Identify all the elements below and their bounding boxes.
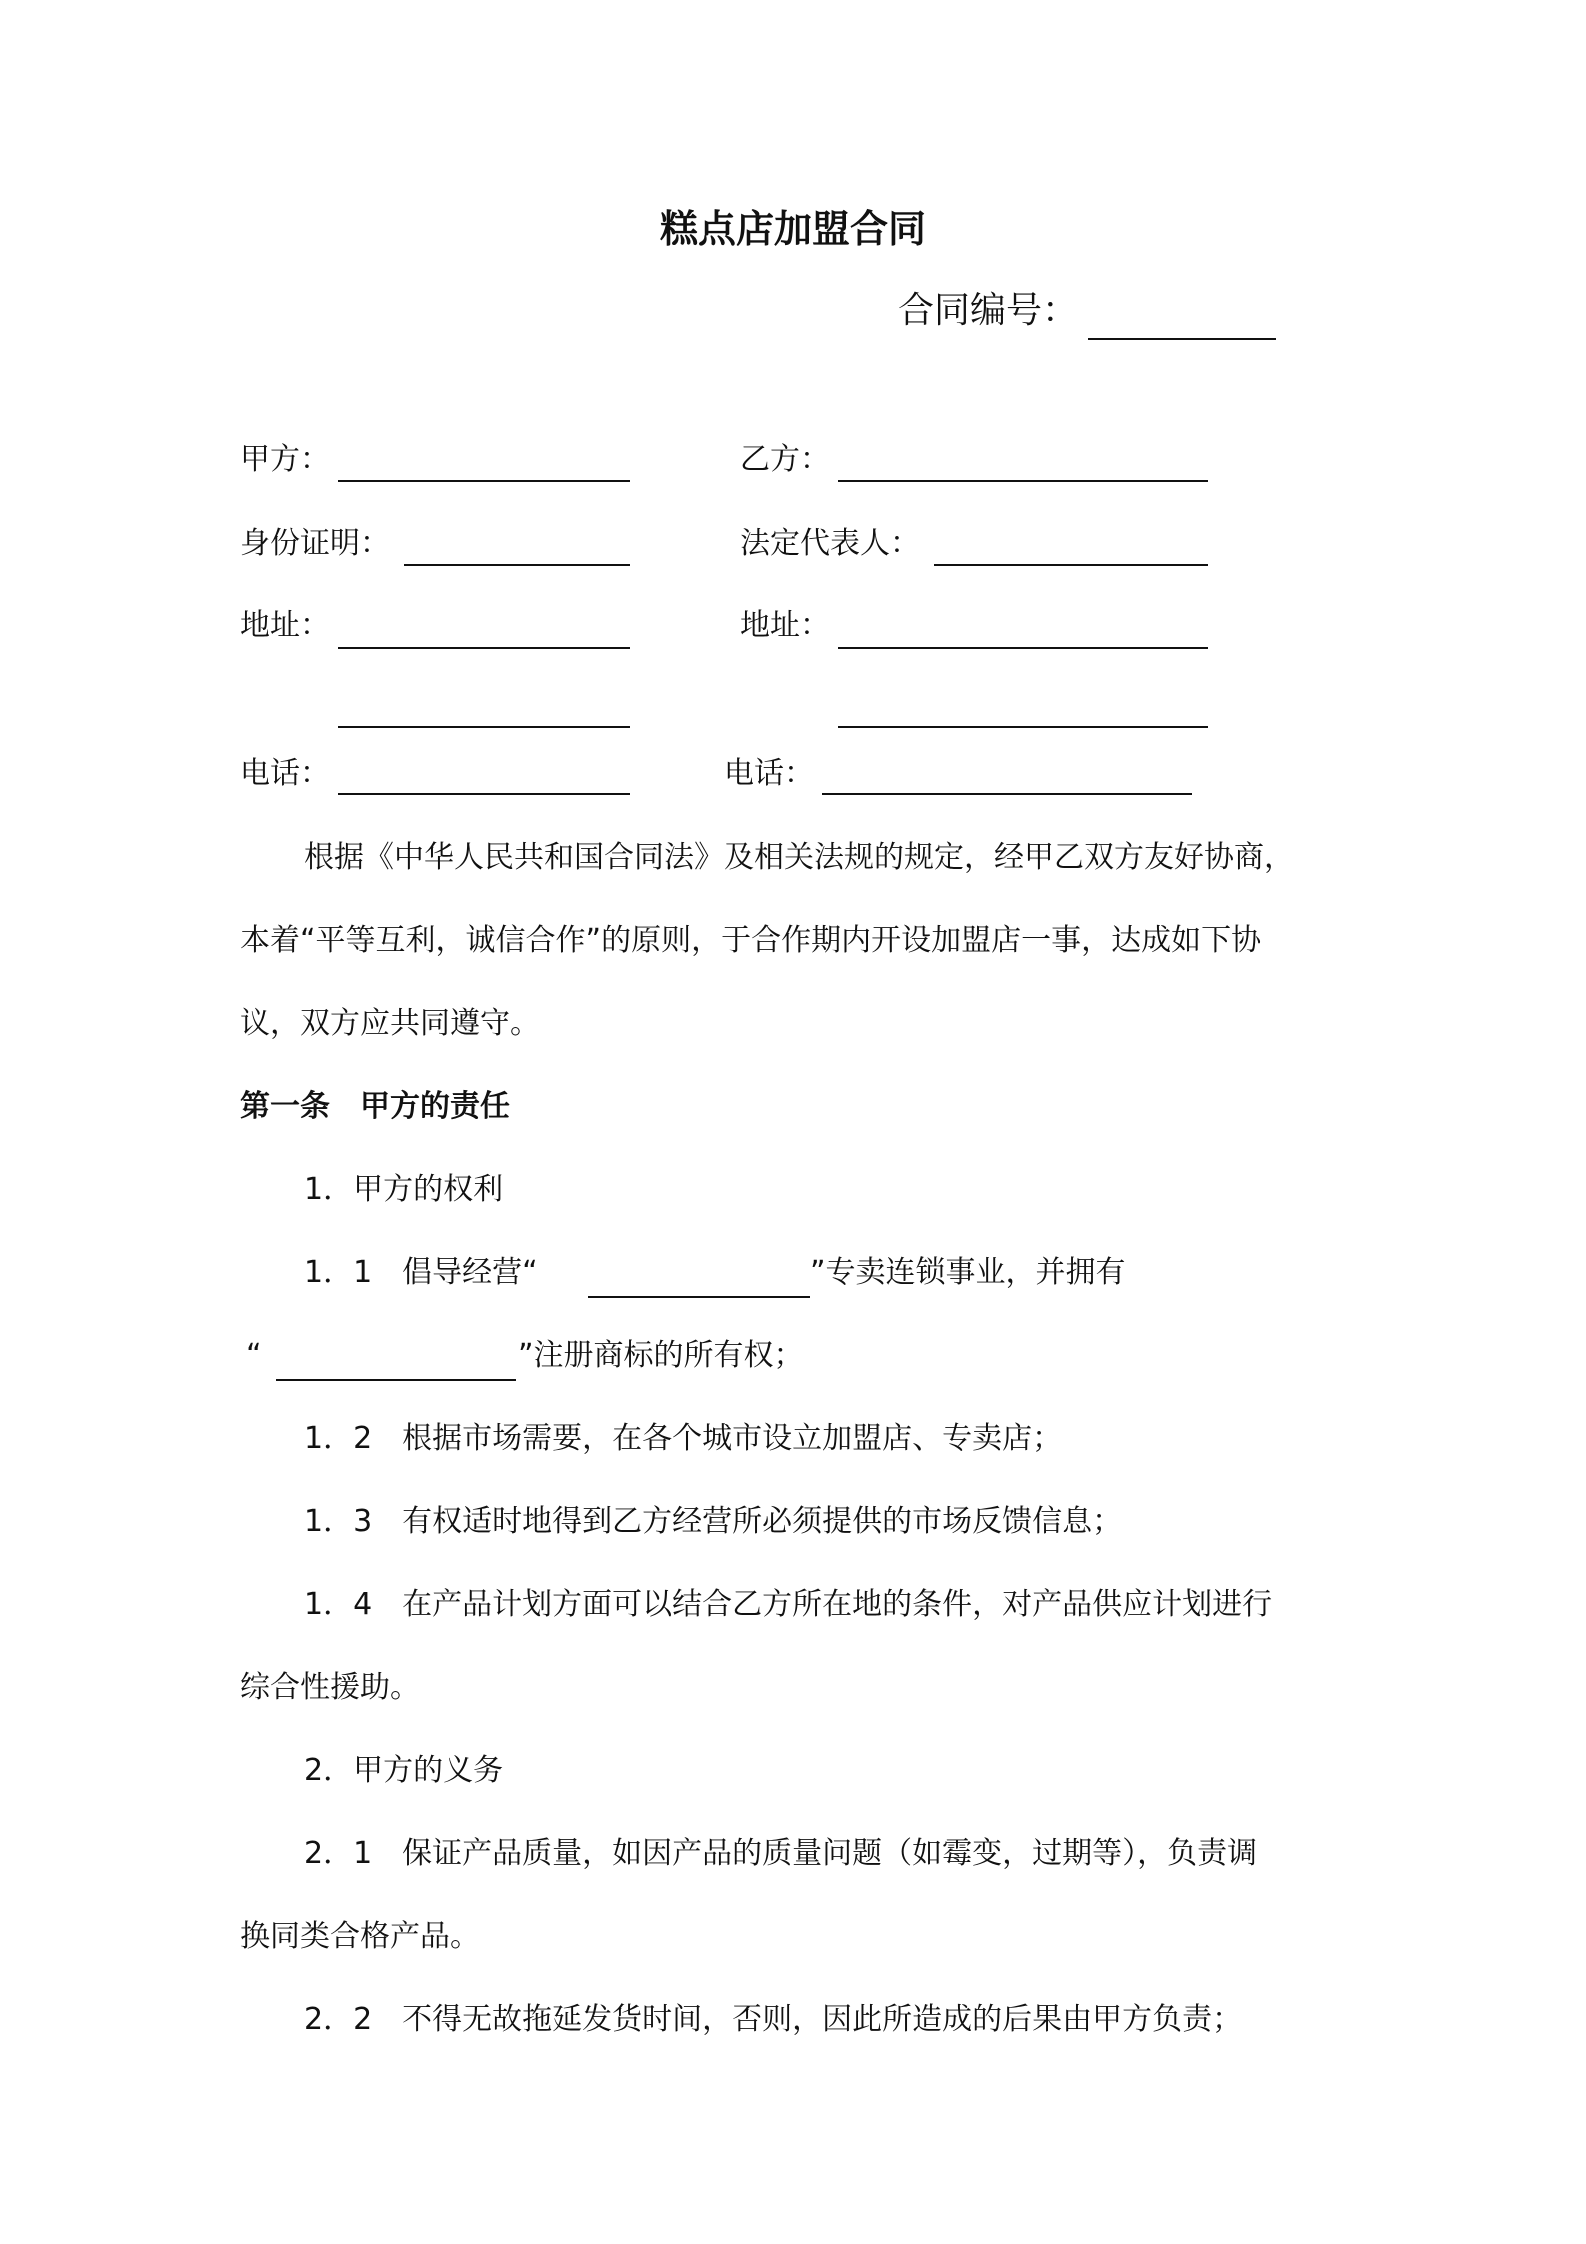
clause-2-1-a: 2．1 保证产品质量，如因产品的质量问题（如霉变，过期等），负责调 [304,1836,1258,1871]
party-a-id-label: 身份证明： [240,526,390,561]
party-b-address-field[interactable] [838,647,1208,649]
party-b-address-field-line2[interactable] [838,726,1208,728]
contract-number-field[interactable] [1088,338,1276,340]
clause-1-3: 1．3 有权适时地得到乙方经营所必须提供的市场反馈信息； [304,1504,1123,1539]
contract-number-label: 合同编号： [898,290,1079,331]
party-a-address-label: 地址： [240,608,330,643]
intro-line-2: 本着“平等互利，诚信合作”的原则，于合作期内开设加盟店一事，达成如下协 [240,923,1262,958]
rights-heading: 1．甲方的权利 [304,1172,504,1207]
duties-heading: 2．甲方的义务 [304,1753,504,1788]
party-b-phone-field[interactable] [822,793,1192,795]
party-b-field[interactable] [838,480,1208,482]
trademark-field[interactable] [276,1379,516,1381]
party-b-phone-label: 电话： [724,756,814,791]
clause-1-1-c: “ [246,1338,262,1373]
clause-1-1-a: 1．1 倡导经营“ [304,1255,538,1290]
intro-line-3: 议，双方应共同遵守。 [240,1006,540,1041]
clause-1-4-a: 1．4 在产品计划方面可以结合乙方所在地的条件，对产品供应计划进行 [304,1587,1273,1622]
party-a-label: 甲方： [240,442,330,477]
party-b-label: 乙方： [740,442,830,477]
clause-1-4-b: 综合性援助。 [240,1670,420,1705]
party-a-address-field[interactable] [338,647,630,649]
party-a-address-field-line2[interactable] [338,726,630,728]
clause-2-1-b: 换同类合格产品。 [240,1919,480,1954]
clause-2-2: 2．2 不得无故拖延发货时间，否则，因此所造成的后果由甲方负责； [304,2002,1243,2037]
party-a-id-field[interactable] [404,564,630,566]
intro-line-1: 根据《中华人民共和国合同法》及相关法规的规定，经甲乙双方友好协商， [304,840,1294,875]
party-b-address-label: 地址： [740,608,830,643]
party-a-phone-label: 电话： [240,756,330,791]
document-title: 糕点店加盟合同 [659,207,926,251]
party-b-rep-field[interactable] [934,564,1208,566]
article-1-heading: 第一条 甲方的责任 [240,1089,510,1124]
party-a-field[interactable] [338,480,630,482]
clause-1-1-d: ”注册商标的所有权； [518,1338,804,1373]
business-name-field[interactable] [588,1296,810,1298]
party-a-phone-field[interactable] [338,793,630,795]
clause-1-1-b: ”专卖连锁事业，并拥有 [810,1255,1126,1290]
party-b-rep-label: 法定代表人： [740,526,920,561]
clause-1-2: 1．2 根据市场需要，在各个城市设立加盟店、专卖店； [304,1421,1063,1456]
